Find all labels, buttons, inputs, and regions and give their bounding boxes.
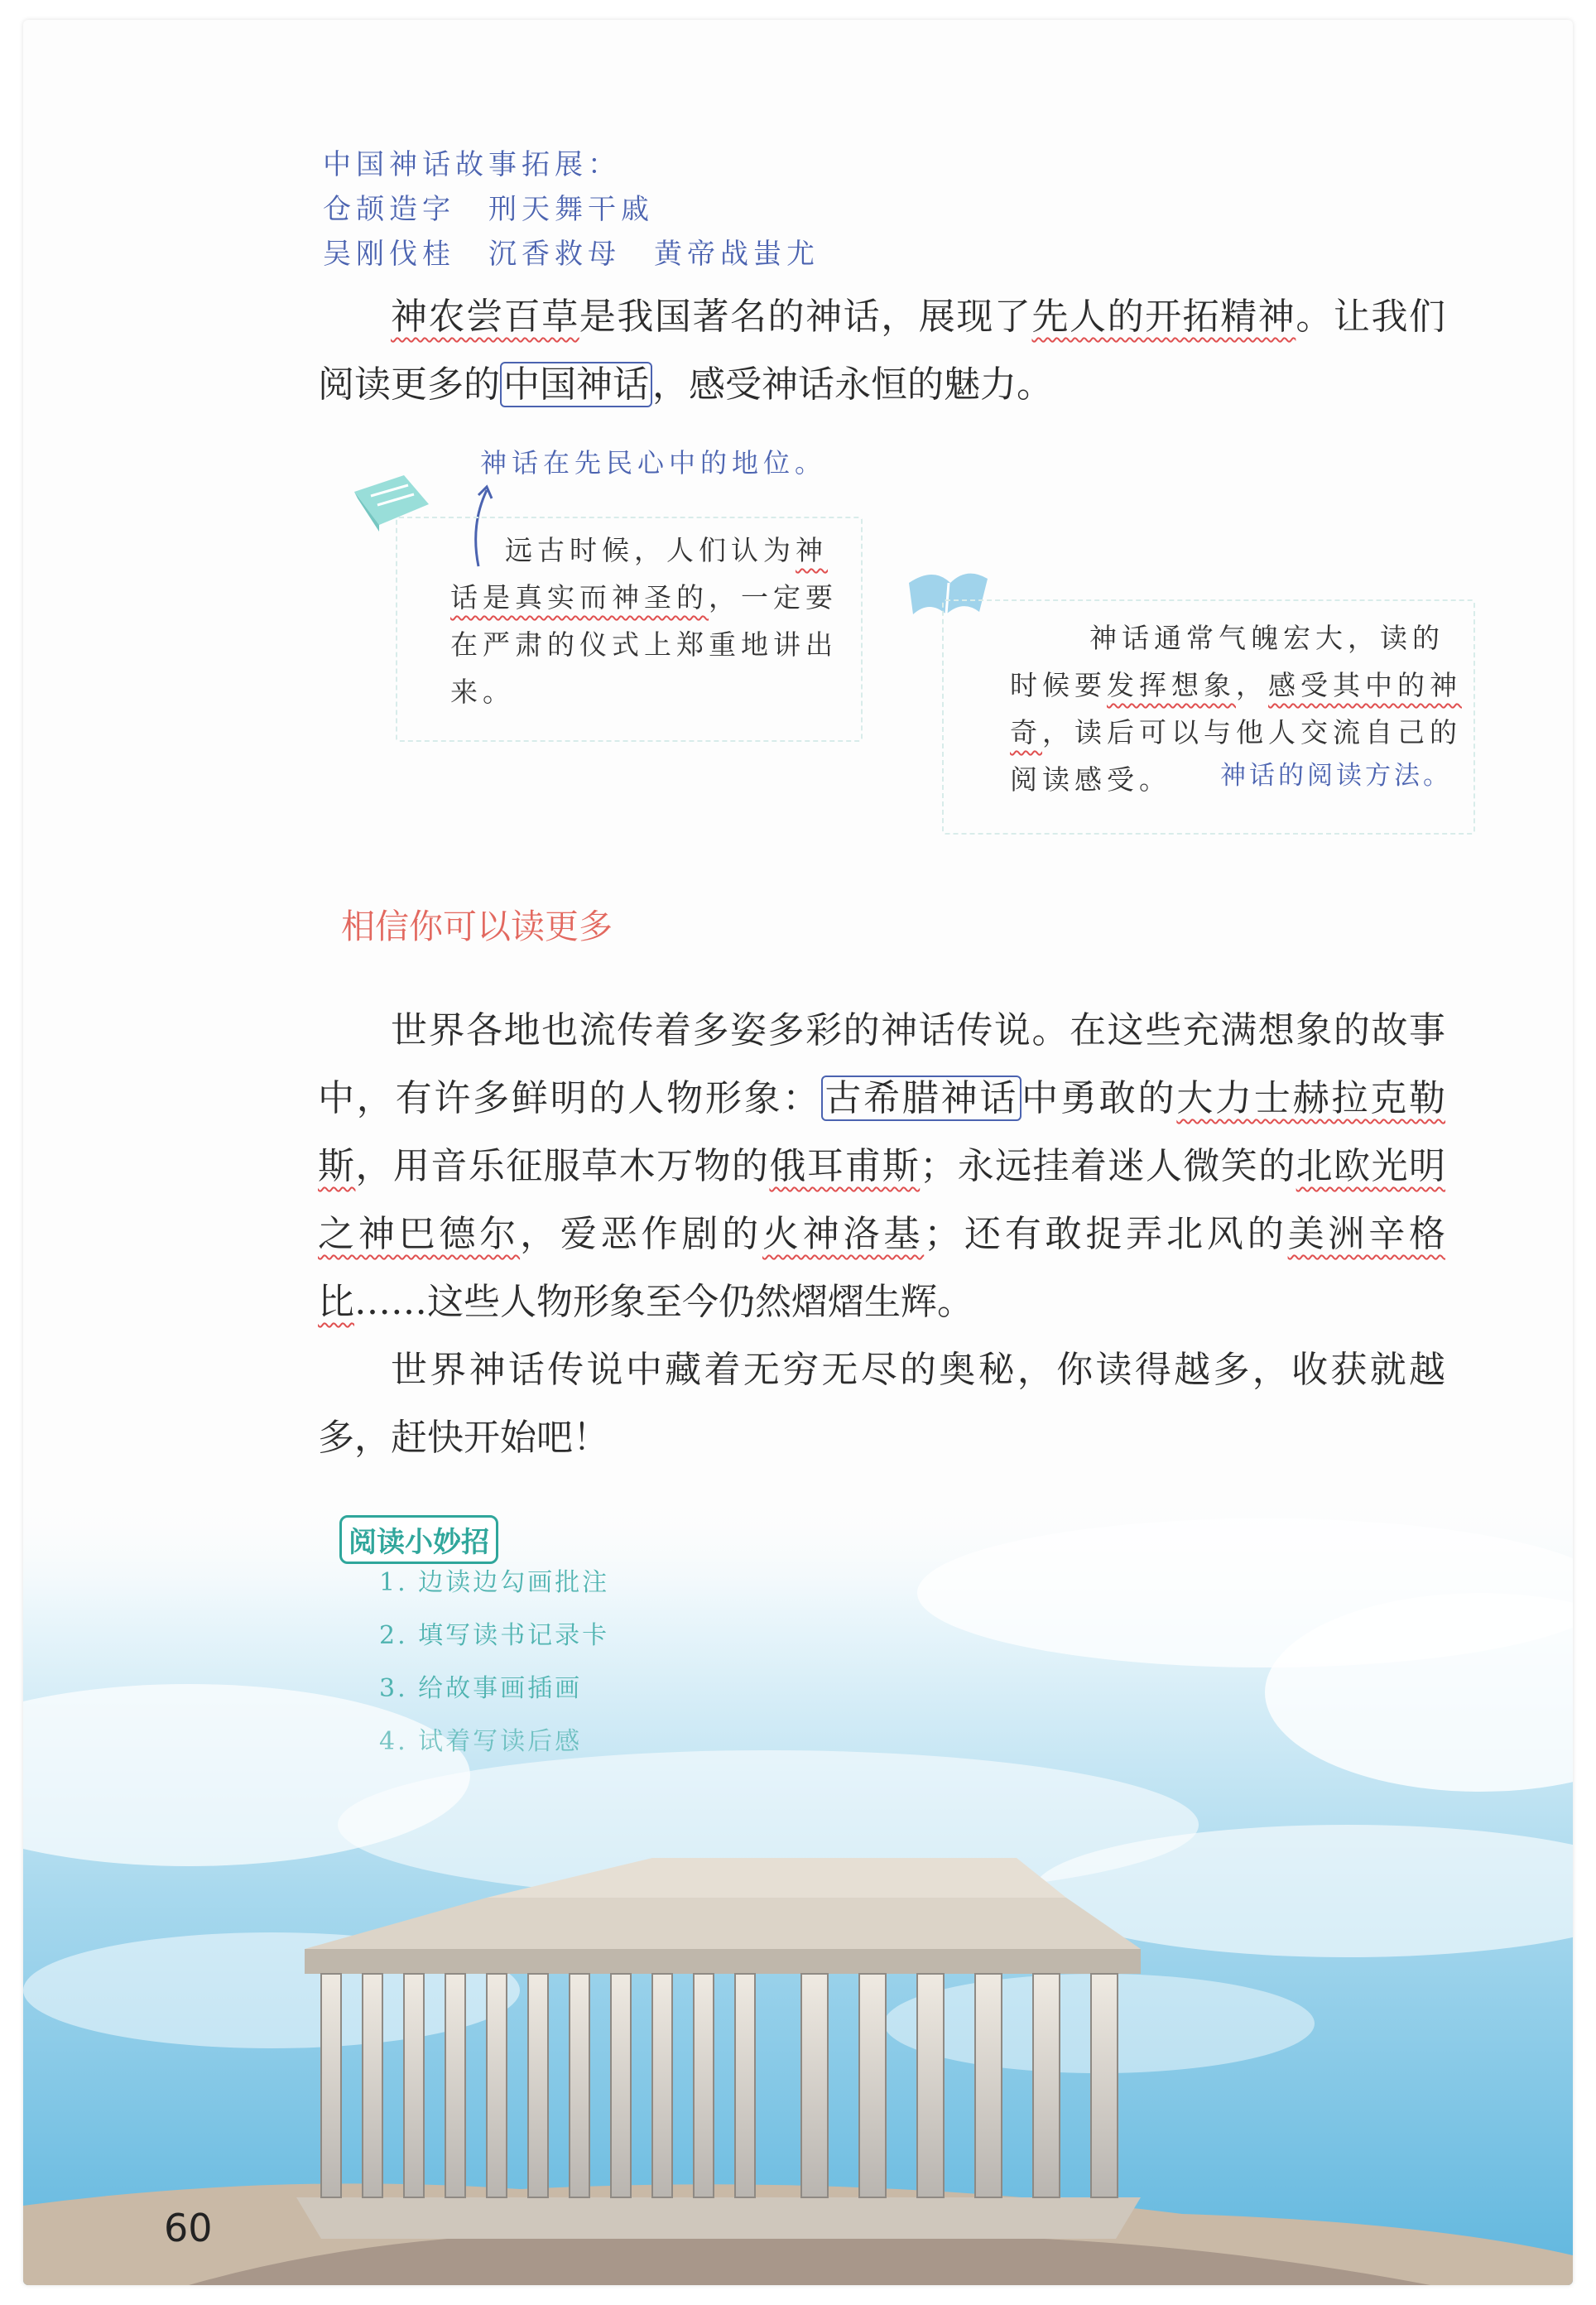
para1-text-2: 中勇敢的 <box>1022 1077 1177 1119</box>
bubble-left-underline: 神话是真实而神圣的 <box>450 534 828 614</box>
method-note: 神话的阅读方法。 <box>1220 761 1452 791</box>
bubble-right-underline-2: 感受其中的神奇 <box>1010 669 1462 748</box>
intro-underline-1: 神农尝百草 <box>391 296 579 338</box>
intro-underline-2: 先人的开拓精神 <box>1031 296 1296 338</box>
myth-extension-heading: 中国神话故事拓展： <box>323 148 621 181</box>
world-myths-paragraph <box>318 997 1445 1472</box>
intro-text-1: 是我国著名的神话，展现了 <box>579 296 1032 338</box>
reading-tip: 3. 给故事画插画 <box>379 1674 583 1703</box>
reading-tip: 4. 试着写读后感 <box>379 1727 583 1756</box>
bubble-right-text-1: 神话通常气魄宏大，读的时候要 <box>1010 622 1445 701</box>
intro-boxed-term: 中国神话 <box>500 362 652 407</box>
para1-text-5: ，爱恶作剧的 <box>520 1213 762 1255</box>
para1-text-1: 世界各地也流传着多姿多彩的神话传说。在这些充满想象的故事中，有许多鲜明的人物形象： <box>318 1009 1445 1119</box>
bubble-right-underline-1: 发挥想象 <box>1107 669 1236 701</box>
encouragement-paragraph: 世界神话传说中藏着无穷无尽的奥秘，你读得越多，收获就越多，赶快开始吧！ <box>318 1349 1445 1459</box>
intro-paragraph <box>318 283 1445 419</box>
section-title: 相信你可以读更多 <box>341 907 613 946</box>
para1-underline-1: 大力士赫拉克勒斯 <box>318 1077 1446 1187</box>
para1-text-6: ；还有敢捉弄北风的 <box>924 1213 1288 1255</box>
intro-text-2: 。让我们阅读更多的 <box>318 296 1446 406</box>
para1-text-7: ……这些人物形象至今仍然熠熠生辉。 <box>354 1281 973 1323</box>
para1-underline-2: 俄耳甫斯 <box>769 1145 921 1187</box>
bubble-left-text-2: ，一定要在严肃的仪式上郑重地讲出来。 <box>450 581 838 708</box>
para1-boxed-term: 古希腊神话 <box>821 1076 1022 1121</box>
myth-extension-line-2: 吴刚伐桂 沉香救母 黄帝战蚩尤 <box>323 238 820 271</box>
para1-underline-4: 火神洛基 <box>762 1213 925 1255</box>
reading-tip: 1. 边读边勾画批注 <box>379 1568 610 1597</box>
reading-tips-title: 阅读小妙招 <box>339 1515 498 1564</box>
myth-status-bubble <box>450 527 839 715</box>
para1-underline-3: 北欧光明之神巴德尔 <box>318 1145 1446 1255</box>
para1-underline-5: 美洲辛格比 <box>318 1213 1446 1323</box>
bubble-right-text-3: ，读后可以与他人交流自己的阅读感受。 <box>1010 716 1462 796</box>
para1-text-3: ，用音乐征服草木万物的 <box>355 1145 770 1187</box>
bubble-right-text-2: ， <box>1236 669 1268 701</box>
para1-text-4: ；永远挂着迷人微笑的 <box>920 1145 1296 1187</box>
status-note: 神话在先民心中的地位。 <box>480 447 827 479</box>
intro-text-3: ，感受神话永恒的魅力。 <box>652 363 1053 406</box>
page-number: 60 <box>164 2206 213 2250</box>
bubble-left-text-1: 远古时候，人们认为 <box>505 534 796 566</box>
reading-tip: 2. 填写读书记录卡 <box>379 1621 610 1650</box>
page-sheet <box>23 20 1573 2285</box>
myth-extension-line-1: 仓颉造字 刑天舞干戚 <box>323 193 654 226</box>
